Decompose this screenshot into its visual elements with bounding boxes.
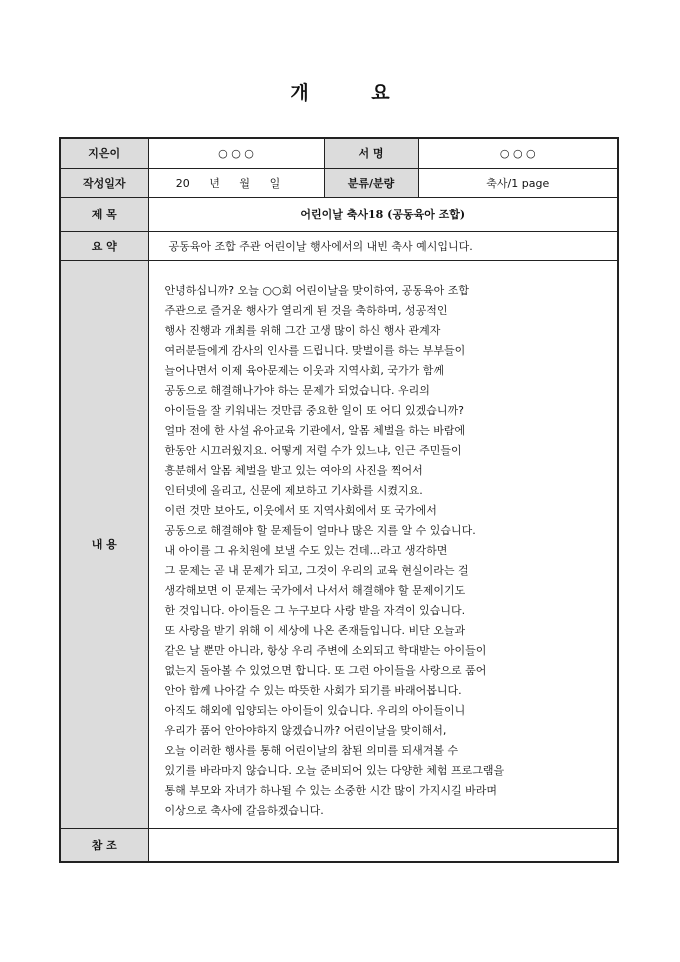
category-label: 분류/분량	[324, 168, 418, 197]
content-line: 한 것입니다. 아이들은 그 누구보다 사랑 받을 자격이 있습니다.	[164, 603, 466, 617]
author-value: ○ ○ ○	[148, 138, 324, 168]
content-line: 행사 진행과 개최를 위해 그간 고생 많이 하신 행사 관계자	[164, 323, 441, 337]
category-value: 축사/1 page	[418, 168, 618, 197]
subject-label: 제 목	[60, 197, 148, 231]
reference-label: 참 조	[60, 828, 148, 862]
date-year-unit: 년	[209, 176, 220, 190]
content-line: 여러분들에게 감사의 인사를 드립니다. 맞벌이를 하는 부부들이	[164, 343, 466, 357]
content-line: 내 아이를 그 유치원에 보낼 수도 있는 건데...라고 생각하면	[164, 543, 448, 557]
date-year: 20	[175, 176, 190, 190]
summary-label: 요 약	[60, 231, 148, 260]
content-line: 오늘 이러한 행사를 통해 어린이날의 참된 의미를 되새겨볼 수	[164, 743, 459, 757]
content-line: 한동안 시끄러웠지요. 어떻게 저럴 수가 있느냐, 인근 주민들이	[164, 443, 462, 457]
content-line: 같은 날 뿐만 아니라, 항상 우리 주변에 소외되고 학대받는 아이들이	[164, 643, 487, 657]
content-line: 또 사랑을 받기 위해 이 세상에 나온 존재들입니다. 비단 오늘과	[164, 623, 466, 637]
reference-row	[60, 828, 618, 862]
content-line: 그 문제는 곧 내 문제가 되고, 그것이 우리의 교육 현실이라는 걸	[164, 563, 469, 577]
author-label: 지은이	[60, 138, 148, 168]
content-label: 내 용	[60, 260, 148, 828]
content-line: 흥분해서 알몸 체벌을 받고 있는 여아의 사진을 찍어서	[164, 463, 423, 477]
content-line: 안아 함께 나아갈 수 있는 따뜻한 사회가 되기를 바래어봅니다.	[164, 683, 462, 697]
content-line: 안녕하십니까? 오늘 ○○회 어린이날을 맞이하여, 공동육아 조합	[164, 283, 470, 297]
content-line: 아직도 해외에 입양되는 아이들이 있습니다. 우리의 아이들이니	[164, 703, 466, 717]
content-line: 공동으로 해결해나가야 하는 문제가 되었습니다. 우리의	[164, 383, 430, 397]
content-line: 늘어나면서 이제 육아문제는 이웃과 지역사회, 국가가 함께	[164, 363, 444, 377]
content-row	[60, 260, 618, 828]
document-info-table	[59, 137, 619, 863]
content-body	[148, 260, 618, 828]
reference-value	[148, 828, 618, 862]
content-line: 얼마 전에 한 사설 유아교육 기관에서, 알몸 체벌을 하는 바람에	[164, 423, 466, 437]
subject-row	[60, 197, 618, 231]
content-line: 이상으로 축사에 갈음하겠습니다.	[164, 803, 324, 817]
page-title: 개 요	[290, 82, 418, 104]
date-label: 작성일자	[60, 168, 148, 197]
content-line: 있기를 바라마지 않습니다. 오늘 준비되어 있는 다양한 체험 프로그램을	[164, 763, 505, 777]
content-line: 아이들을 잘 키워내는 것만큼 중요한 일이 또 어디 있겠습니까?	[164, 403, 464, 417]
summary-value: 공동육아 조합 주관 어린이날 행사에서의 내빈 축사 예시입니다.	[148, 231, 618, 260]
author-row	[60, 138, 618, 168]
content-line: 통해 부모와 자녀가 하나될 수 있는 소중한 시간 많이 가지시길 바라며	[164, 783, 497, 797]
signature-value: ○ ○ ○	[418, 138, 618, 168]
content-line: 공동으로 해결해야 할 문제들이 얼마나 많은 지를 알 수 있습니다.	[164, 523, 476, 537]
content-line: 주관으로 즐거운 행사가 열리게 된 것을 축하하며, 성공적인	[164, 303, 448, 317]
content-line: 이런 것만 보아도, 이웃에서 또 지역사회에서 또 국가에서	[164, 503, 437, 517]
date-day-unit: 일	[269, 176, 281, 190]
summary-row	[60, 231, 618, 260]
signature-label: 서 명	[324, 138, 418, 168]
content-line: 인터넷에 올리고, 신문에 제보하고 기사화를 시켰지요.	[164, 483, 423, 497]
content-line: 생각해보면 이 문제는 국가에서 나서서 해결해야 할 문제이기도	[164, 583, 466, 597]
date-month-unit: 월	[239, 176, 251, 190]
subject-value: 어린이날 축사18 (공동육아 조합)	[148, 197, 618, 231]
content-line: 없는지 돌아볼 수 있었으면 합니다. 또 그런 아이들을 사랑으로 품어	[164, 663, 487, 677]
date-row	[60, 168, 618, 197]
date-value	[148, 168, 324, 197]
content-line: 우리가 품어 안아야하지 않겠습니까? 어린이날을 맞이해서,	[164, 723, 447, 737]
